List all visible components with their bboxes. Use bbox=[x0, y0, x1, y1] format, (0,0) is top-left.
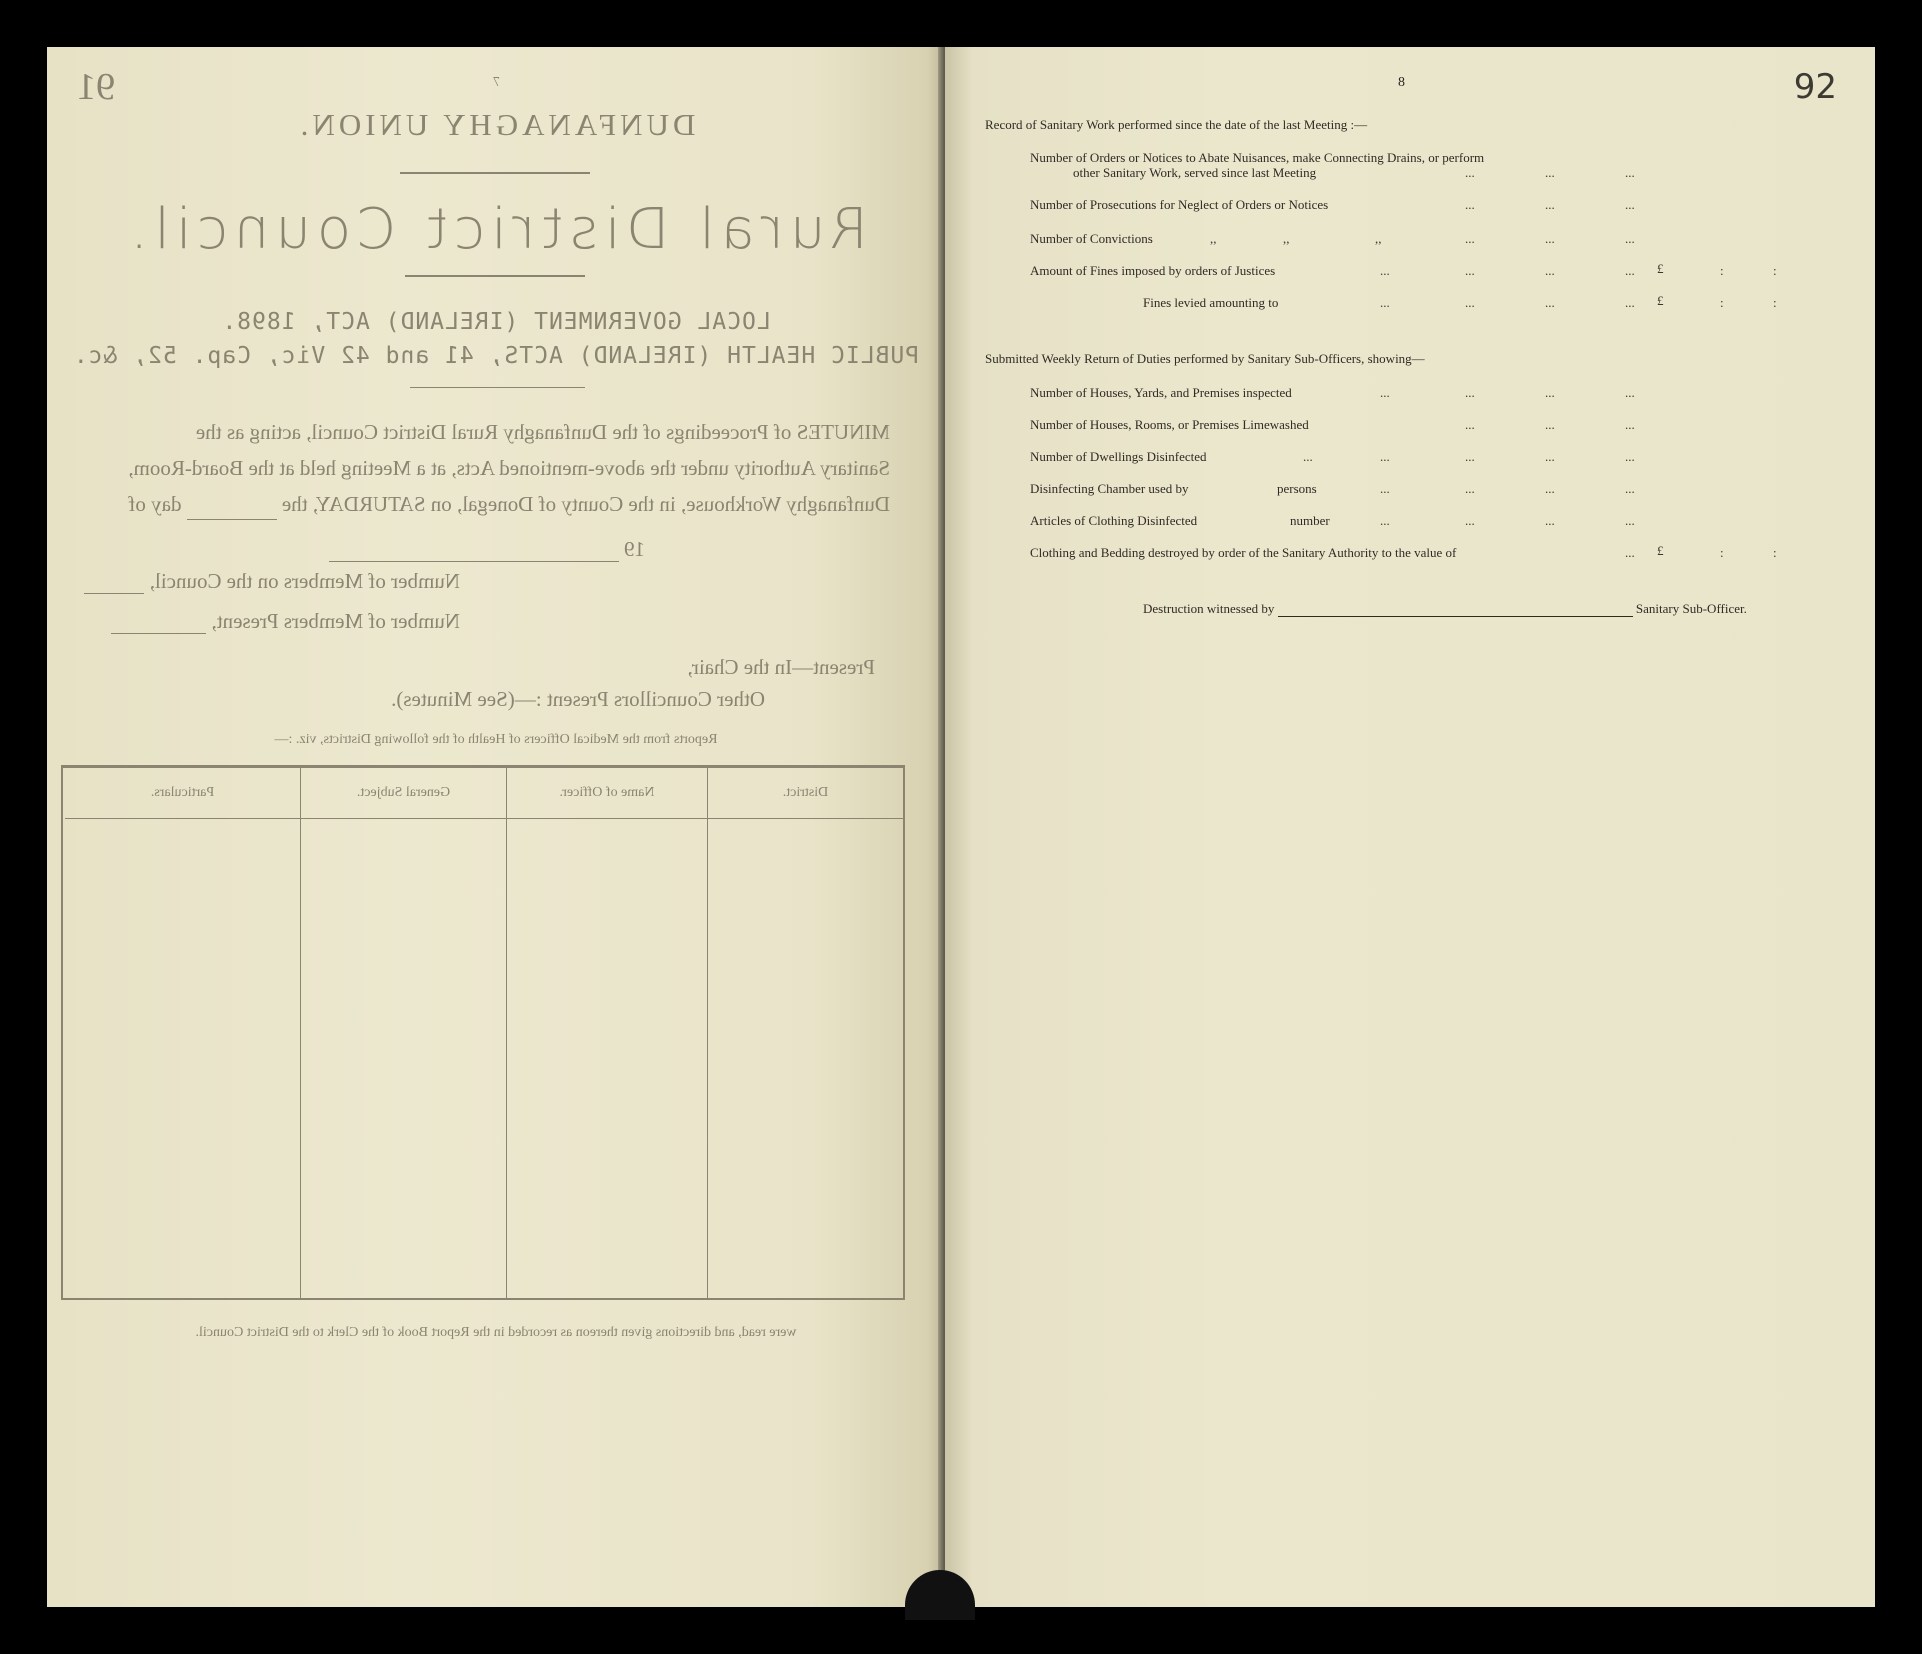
left-page bbox=[47, 47, 945, 1607]
left-small-number: 7 bbox=[493, 75, 500, 90]
table-header: District. bbox=[708, 768, 903, 819]
present-chair: Present—In the Chair, bbox=[687, 655, 875, 679]
leader-dots: ... bbox=[1625, 481, 1635, 496]
right-small-number: 8 bbox=[1398, 75, 1405, 90]
weekly-item-3: Number of Dwellings Disinfected bbox=[1030, 449, 1207, 464]
year-blank bbox=[329, 561, 619, 562]
destruction-label: Destruction witnessed by bbox=[1143, 601, 1275, 616]
signature-line bbox=[1278, 616, 1633, 617]
leader-dots: ... bbox=[1380, 385, 1390, 400]
weekly-item-6: Clothing and Bedding destroyed by order of the Sanitary Authority to the value of bbox=[1030, 545, 1457, 560]
sub-officer-label: Sanitary Sub-Officer. bbox=[1635, 601, 1747, 616]
table-header: General Subject. bbox=[301, 768, 506, 819]
members-on-council-label: Number of Members on the Council, bbox=[149, 569, 460, 593]
minutes-line-2: Sanitary Authority under the above-mentioned Acts, at a Meeting held at the Board-Room, bbox=[128, 456, 890, 480]
column-divider bbox=[707, 768, 708, 1298]
table-header: Particulars. bbox=[65, 768, 300, 819]
leader-dots: ... bbox=[1545, 197, 1555, 212]
amount-separator: : bbox=[1720, 263, 1724, 278]
day-of-text: day of bbox=[128, 492, 182, 516]
reports-line: Reports from the Medical Officers of Health of the following Districts, viz. :— bbox=[274, 732, 718, 747]
leader-dots: ... bbox=[1465, 385, 1475, 400]
members-present-blank bbox=[111, 633, 206, 634]
act-line-1: LOCAL GOVERNMENT (IRELAND) ACT, 1898. bbox=[221, 309, 771, 335]
rule bbox=[410, 387, 585, 388]
council-title: Rural District Council. bbox=[124, 197, 868, 262]
rule bbox=[400, 172, 590, 174]
leader-dots: ... bbox=[1465, 449, 1475, 464]
leader-dots: ... bbox=[1625, 385, 1635, 400]
record-item-1-line1: Number of Orders or Notices to Abate Nuisances, make Connecting Drains, or perform bbox=[1030, 150, 1485, 165]
amount-separator: : bbox=[1773, 263, 1777, 278]
leader-dots: ... bbox=[1465, 481, 1475, 496]
union-heading: DUNFANAGHY UNION. bbox=[296, 107, 696, 142]
leader-dots: ... bbox=[1625, 165, 1635, 180]
leader-dots: ... bbox=[1545, 165, 1555, 180]
leader-dots: ... bbox=[1625, 197, 1635, 212]
year-prefix: 19 bbox=[624, 537, 645, 561]
leader-dots: ... bbox=[1380, 449, 1390, 464]
ditto-mark: ,, bbox=[1210, 231, 1217, 246]
leader-dots: ... bbox=[1625, 295, 1635, 310]
leader-dots: ... bbox=[1465, 165, 1475, 180]
leader-dots: ... bbox=[1625, 263, 1635, 278]
leader-dots: ... bbox=[1545, 385, 1555, 400]
table-footer-line: were read, and directions given thereon as recorded in the Report Book of the Clerk to the District Council. bbox=[195, 1325, 797, 1340]
leader-dots: ... bbox=[1465, 231, 1475, 246]
leader-dots: ... bbox=[1625, 513, 1635, 528]
minutes-line-3 bbox=[100, 489, 890, 520]
members-on-council-blank bbox=[84, 593, 144, 594]
leader-dots: ... bbox=[1303, 449, 1313, 464]
amount-separator: : bbox=[1720, 545, 1724, 560]
record-heading: Record of Sanitary Work performed since the date of the last Meeting :— bbox=[985, 117, 1368, 132]
destruction-field bbox=[1143, 601, 1747, 617]
right-page-number: 92 bbox=[1793, 67, 1837, 107]
leader-dots: ... bbox=[1380, 513, 1390, 528]
weekly-item-4-extra: persons bbox=[1277, 481, 1317, 496]
leader-dots: ... bbox=[1545, 481, 1555, 496]
weekly-item-2: Number of Houses, Rooms, or Premises Limewashed bbox=[1030, 417, 1309, 432]
reports-table bbox=[61, 765, 905, 1300]
leader-dots: ... bbox=[1625, 417, 1635, 432]
leader-dots: ... bbox=[1380, 295, 1390, 310]
record-item-3: Number of Convictions bbox=[1030, 231, 1153, 246]
record-item-5: Fines levied amounting to bbox=[1143, 295, 1279, 310]
leader-dots: ... bbox=[1465, 417, 1475, 432]
ditto-mark: ,, bbox=[1375, 231, 1382, 246]
right-page bbox=[945, 47, 1875, 1607]
rule bbox=[405, 275, 585, 277]
minutes-line-1: MINUTES of Proceedings of the Dunfanaghy Rural District Council, acting as the bbox=[195, 420, 890, 444]
members-on-council-field bbox=[84, 569, 460, 594]
leader-dots: ... bbox=[1465, 513, 1475, 528]
record-item-1-line2: other Sanitary Work, served since last Meeting bbox=[1073, 165, 1317, 180]
pound-sign: £ bbox=[1657, 261, 1664, 276]
column-divider bbox=[300, 768, 301, 1298]
leader-dots: ... bbox=[1625, 231, 1635, 246]
weekly-item-1: Number of Houses, Yards, and Premises inspected bbox=[1030, 385, 1292, 400]
leader-dots: ... bbox=[1545, 417, 1555, 432]
table-header: Name of Officer. bbox=[507, 768, 707, 819]
members-present-label: Number of Members Present, bbox=[211, 609, 460, 633]
leader-dots: ... bbox=[1465, 263, 1475, 278]
weekly-item-5-extra: number bbox=[1290, 513, 1330, 528]
amount-separator: : bbox=[1773, 295, 1777, 310]
act-line-2: PUBLIC HEALTH (IRELAND) ACTS, 41 and 42 Vic, Cap. 52, &c. bbox=[72, 343, 920, 369]
bleed-through-text bbox=[47, 47, 945, 1607]
leader-dots: ... bbox=[1465, 197, 1475, 212]
left-page-number: 91 bbox=[77, 66, 115, 108]
weekly-item-5: Articles of Clothing Disinfected bbox=[1030, 513, 1198, 528]
leader-dots: ... bbox=[1380, 481, 1390, 496]
weekly-heading: Submitted Weekly Return of Duties performed by Sanitary Sub-Officers, showing— bbox=[985, 351, 1425, 366]
ditto-mark: ,, bbox=[1283, 231, 1290, 246]
leader-dots: ... bbox=[1380, 263, 1390, 278]
amount-separator: : bbox=[1720, 295, 1724, 310]
members-present-field bbox=[111, 609, 460, 634]
leader-dots: ... bbox=[1545, 231, 1555, 246]
pound-sign: £ bbox=[1657, 293, 1664, 308]
leader-dots: ... bbox=[1545, 295, 1555, 310]
pound-sign: £ bbox=[1657, 543, 1664, 558]
record-item-2: Number of Prosecutions for Neglect of Orders or Notices bbox=[1030, 197, 1329, 212]
leader-dots: ... bbox=[1465, 295, 1475, 310]
leader-dots: ... bbox=[1545, 449, 1555, 464]
weekly-item-4: Disinfecting Chamber used by bbox=[1030, 481, 1189, 496]
column-divider bbox=[506, 768, 507, 1298]
leader-dots: ... bbox=[1545, 513, 1555, 528]
day-blank bbox=[187, 519, 277, 520]
year-field bbox=[329, 537, 645, 562]
leader-dots: ... bbox=[1625, 449, 1635, 464]
record-item-4: Amount of Fines imposed by orders of Justices bbox=[1030, 263, 1276, 278]
leader-dots: ... bbox=[1545, 263, 1555, 278]
minutes-line-3-text: Dunfanaghy Workhouse, in the County of Donegal, on SATURDAY, the bbox=[281, 492, 890, 516]
other-councillors: Other Councillors Present :—(See Minutes). bbox=[391, 687, 765, 711]
leader-dots: ... bbox=[1625, 545, 1635, 560]
amount-separator: : bbox=[1773, 545, 1777, 560]
